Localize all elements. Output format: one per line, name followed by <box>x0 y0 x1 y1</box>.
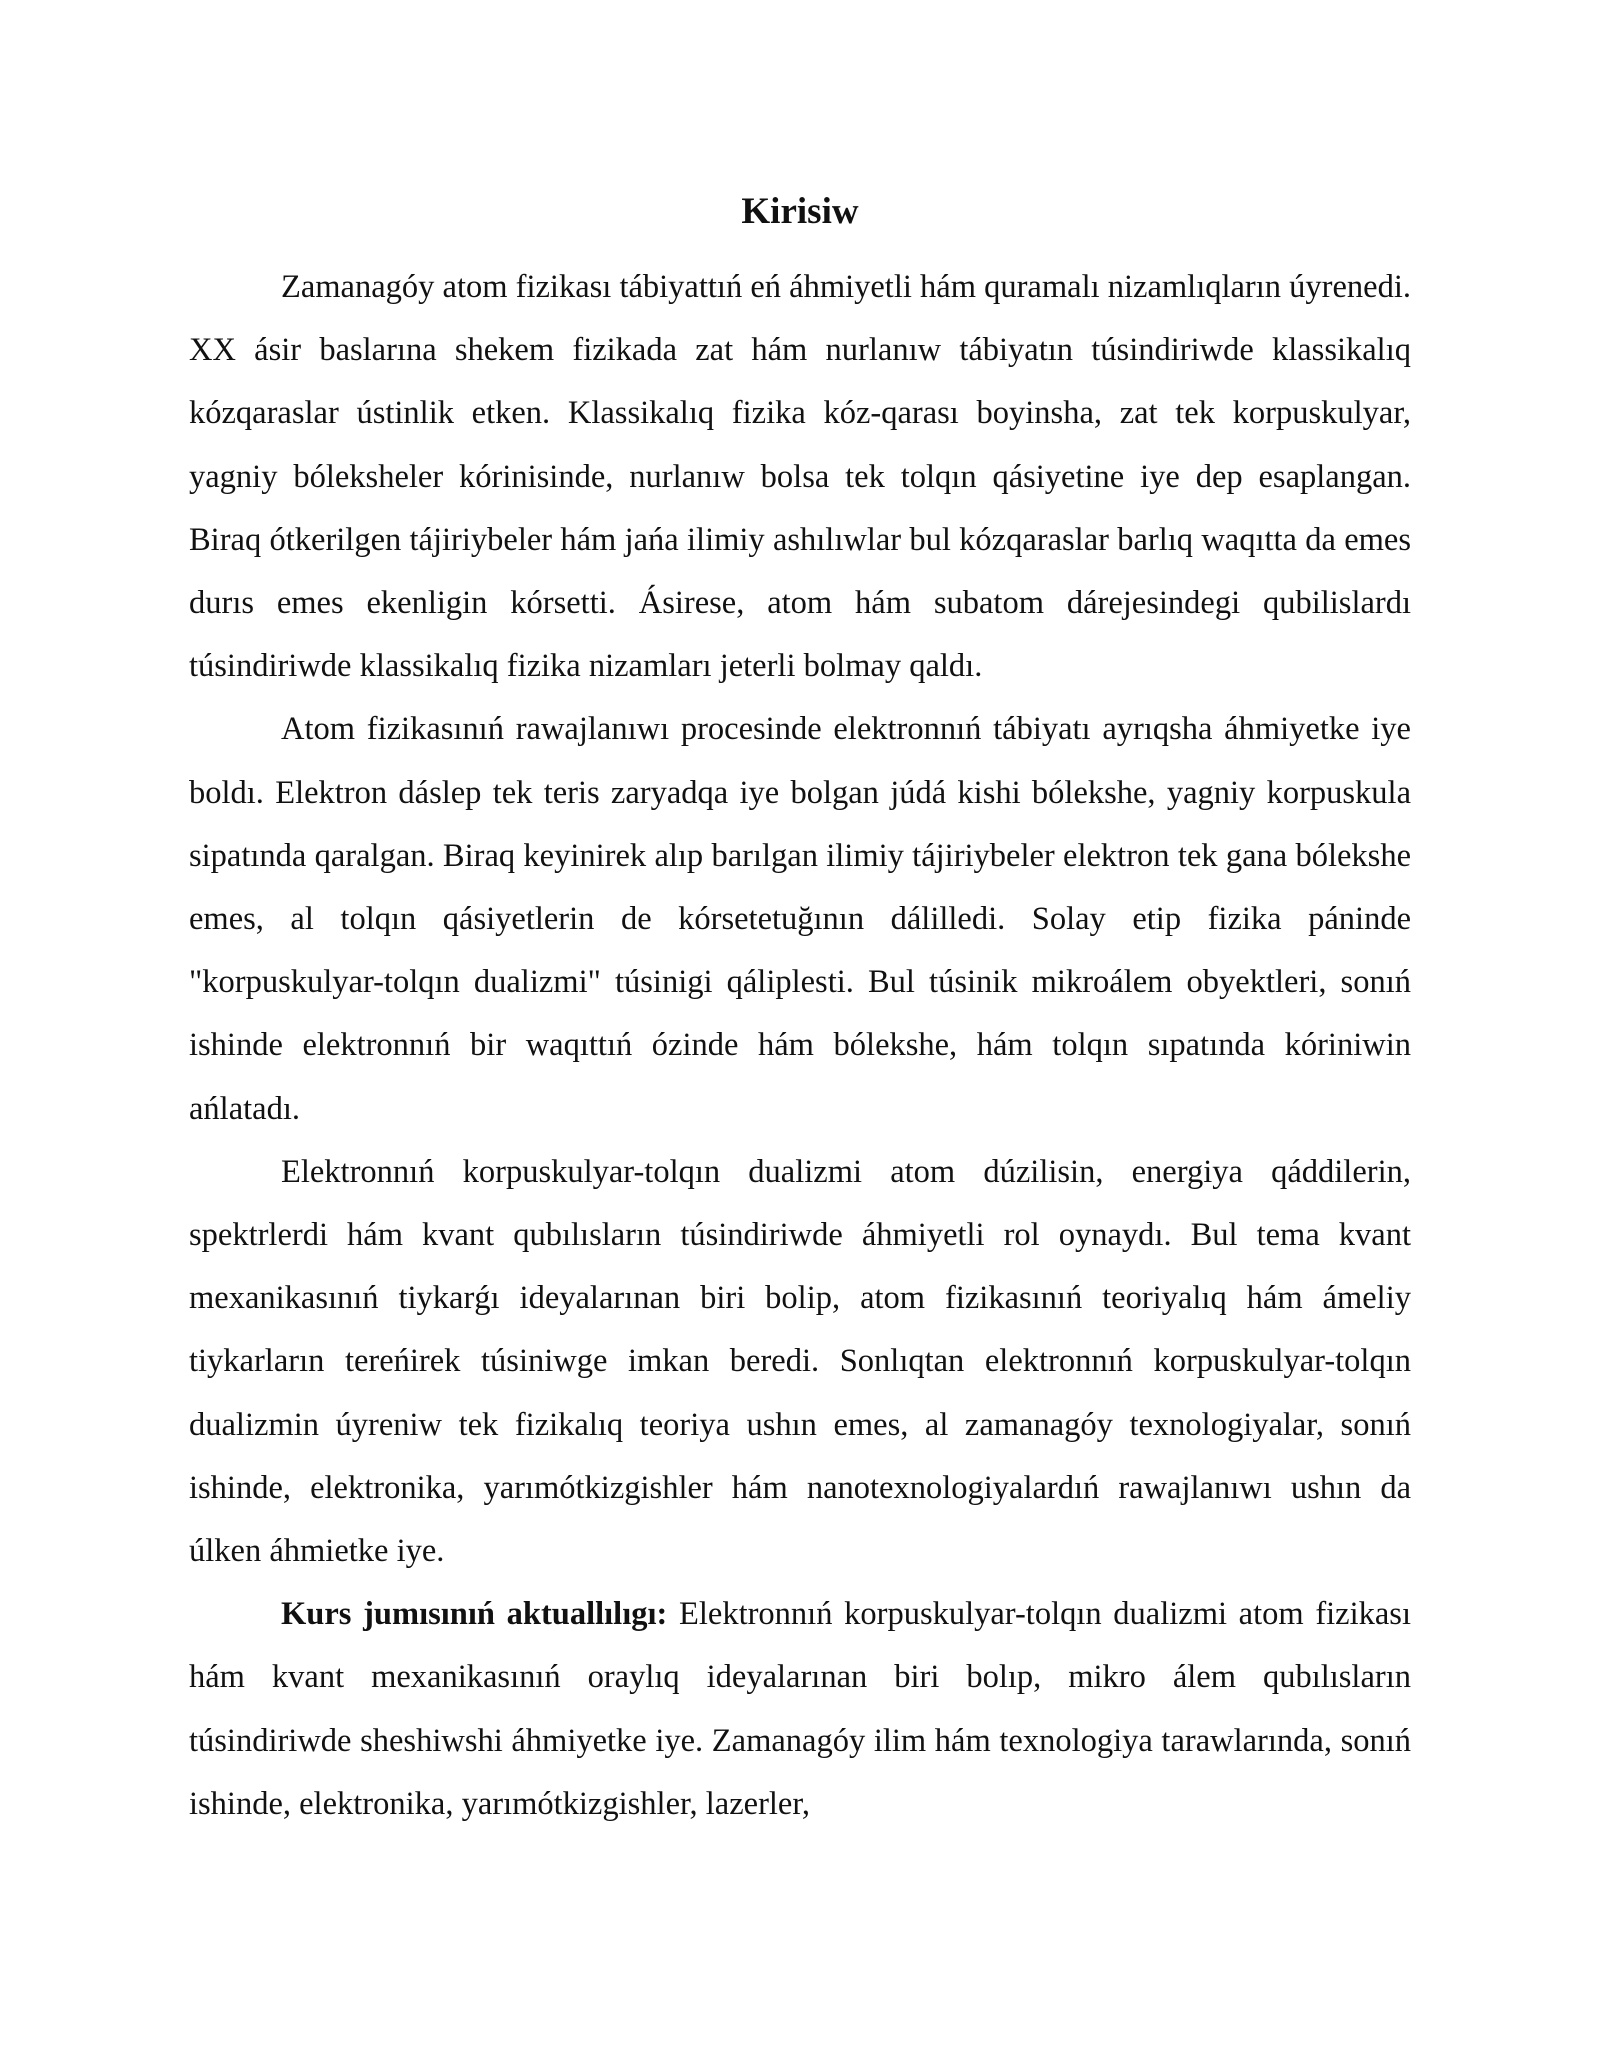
paragraph-4-text: Elektronnıń korpuskulyar-tolqın dualizmi atom fizikası hám kvant mexanikasınıń oraylıq ideyalarınan biri bolıp, mikro álem qubılısların túsindiriwde sheshiwshi áhmiyetke iye. Zamanagóy ilim hám texnologiya tarawlarında, sonıń ishinde, elektronika, yarımótkizgishler, lazerler, <box>189 1596 1411 1822</box>
page-title: Kirisiw <box>741 191 859 232</box>
paragraph-3-text: Elektronnıń korpuskulyar-tolqın dualizmi atom dúzilisin, energiya qáddilerin, spektrlerdi hám kvant qubılısların túsindiriwde áhmiyetli rol oynaydı. Bul tema kvant mexanikasınıń tiykarǵı ideyalarınan biri bolip, atom fizikasınıń teoriyalıq hám ámeliy tiykarların tereńirek túsiniwge imkan beredi. Sonlıqtan elektronnıń korpuskulyar-tolqın dualizmin úyreniw tek fizikalıq teoriya ushın emes, al zamanagóy texnologiyalar, sonıń ishinde, elektronika, yarımótkizgishler hám nanotexnologiyalardıń rawajlanıwı ushın da úlken áhmietke iye. <box>189 1153 1411 1570</box>
paragraph-4-lead: Kurs jumısınıń aktuallılıgı: <box>281 1596 668 1633</box>
paragraph-3 <box>189 1141 1411 1583</box>
document-body <box>189 256 1411 1836</box>
paragraph-2 <box>189 698 1411 1140</box>
paragraph-1 <box>189 256 1411 698</box>
paragraph-2-text: Atom fizikasınıń rawajlanıwı procesinde elektronnıń tábiyatı ayrıqsha áhmiyetke iye boldı. Elektron dáslep tek teris zaryadqa iye bolgan júdá kishi bólekshe, yagniy korpuskula sipatında qaralgan. Biraq keyinirek alıp barılgan ilimiy tájiriybeler elektron tek gana bólekshe emes, al tolqın qásiyetlerin de kórsetetuğının dálilledi. Solay etip fizika páninde "korpuskulyar-tolqın dualizmi" túsinigi qáliplesti. Bul túsinik mikroálem obyektleri, sonıń ishinde elektronnıń bir waqıttıń ózinde hám bólekshe, hám tolqın sıpatında kóriniwin ańlatadı. <box>189 711 1411 1127</box>
paragraph-1-text: Zamanagóy atom fizikası tábiyattıń eń áhmiyetli hám quramalı nizamlıqların úyrenedi. XX ásir baslarına shekem fizikada zat hám nurlanıw tábiyatın túsindiriwde klassikalıq kózqaraslar ústinlik etken. Klassikalıq fizika kóz-qarası boyinsha, zat tek korpuskulyar, yagniy bóleksheler kórinisinde, nurlanıw bolsa tek tolqın qásiyetine iye dep esaplangan. Biraq ótkerilgen tájiriybeler hám jańa ilimiy ashılıwlar bul kózqaraslar barlıq waqıtta da emes durıs emes ekenligin kórsetti. Ásirese, atom hám subatom dárejesindegi qubilislardı túsindiriwde klassikalıq fizika nizamları jeterli bolmay qaldı. <box>189 269 1411 685</box>
paragraph-4 <box>189 1583 1411 1836</box>
